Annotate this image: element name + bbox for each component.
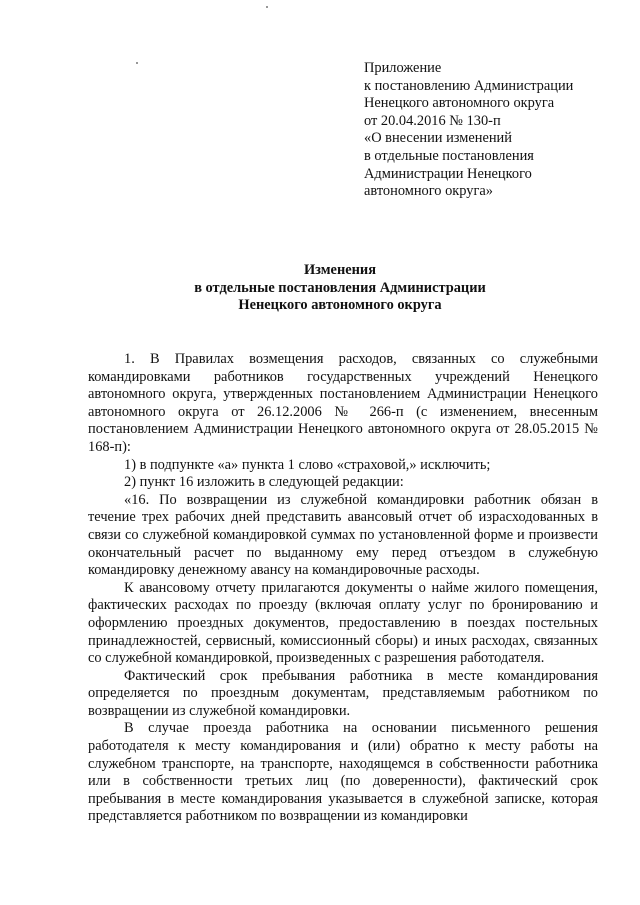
document-body xyxy=(88,351,598,826)
scan-speck xyxy=(136,62,138,64)
appendix-line: к постановлению Администрации xyxy=(364,77,574,94)
scan-speck xyxy=(266,6,268,8)
appendix-line: «О внесении изменений xyxy=(364,130,512,147)
appendix-line: автономного округа» xyxy=(364,183,493,200)
appendix-line: Приложение xyxy=(364,60,442,76)
title-line: Изменения xyxy=(303,262,376,278)
paragraph: 1) в подпункте «а» пункта 1 слово «страховой,» исключить; xyxy=(124,456,491,473)
document-title xyxy=(80,262,600,315)
appendix-line: Администрации Ненецкого xyxy=(364,165,532,182)
appendix-line: Ненецкого автономного округа xyxy=(364,95,555,112)
paragraph: 2) пункт 16 изложить в следующей редакции: xyxy=(124,474,404,491)
paragraph: В случае проезда работника на основании письменного решения работодателя к месту командирования и (или) обратно к месту работы на служебном транспорте, на транспорте, находящемся в собственности работника или в собственности третьих лиц (по доверенности), фактический срок пребывания в месте командирования указывается в служебной записке, которая представляется работником по возвращении из командировки xyxy=(88,720,598,825)
title-line: Ненецкого автономного округа xyxy=(238,297,442,314)
appendix-block xyxy=(364,60,634,201)
paragraph: «16. По возвращении из служебной командировки работник обязан в течение трех рабочих дней представить авансовый отчет об израсходованных в связи со служебной командировкой суммах по установленной форме и произвести окончательный расчет по выданному ему перед отъездом в служебную командировку денежному авансу на командировочные расходы. xyxy=(88,491,598,579)
paragraph: 1. В Правилах возмещения расходов, связанных со служебными командировками работников государственных учреждений Ненецкого автономного округа, утвержденных постановлением Администрации Ненецкого автономного округа от 26.12.2006 № 266-п (с изменением, внесенным постановлением Администрации Ненецкого автономного округа от 28.05.2015 № 168-п): xyxy=(88,351,598,455)
appendix-line: от 20.04.2016 № 130-п xyxy=(364,112,501,129)
title-line: в отдельные постановления Администрации xyxy=(194,279,486,296)
paragraph: Фактический срок пребывания работника в месте командирования определяется по проездным документам, представляемым работником по возвращении из служебной командировки. xyxy=(88,667,598,719)
appendix-line: в отдельные постановления xyxy=(364,147,534,164)
paragraph: К авансовому отчету прилагаются документы о найме жилого помещения, фактических расходах по проезду (включая оплату услуг по бронированию и оформлению проездных документов, предоставлению в поездах постельных принадлежностей, сервисный, комиссионный сборы) и иных расходах, связанных со служебной командировкой, произведенных с разрешения работодателя. xyxy=(88,579,598,667)
